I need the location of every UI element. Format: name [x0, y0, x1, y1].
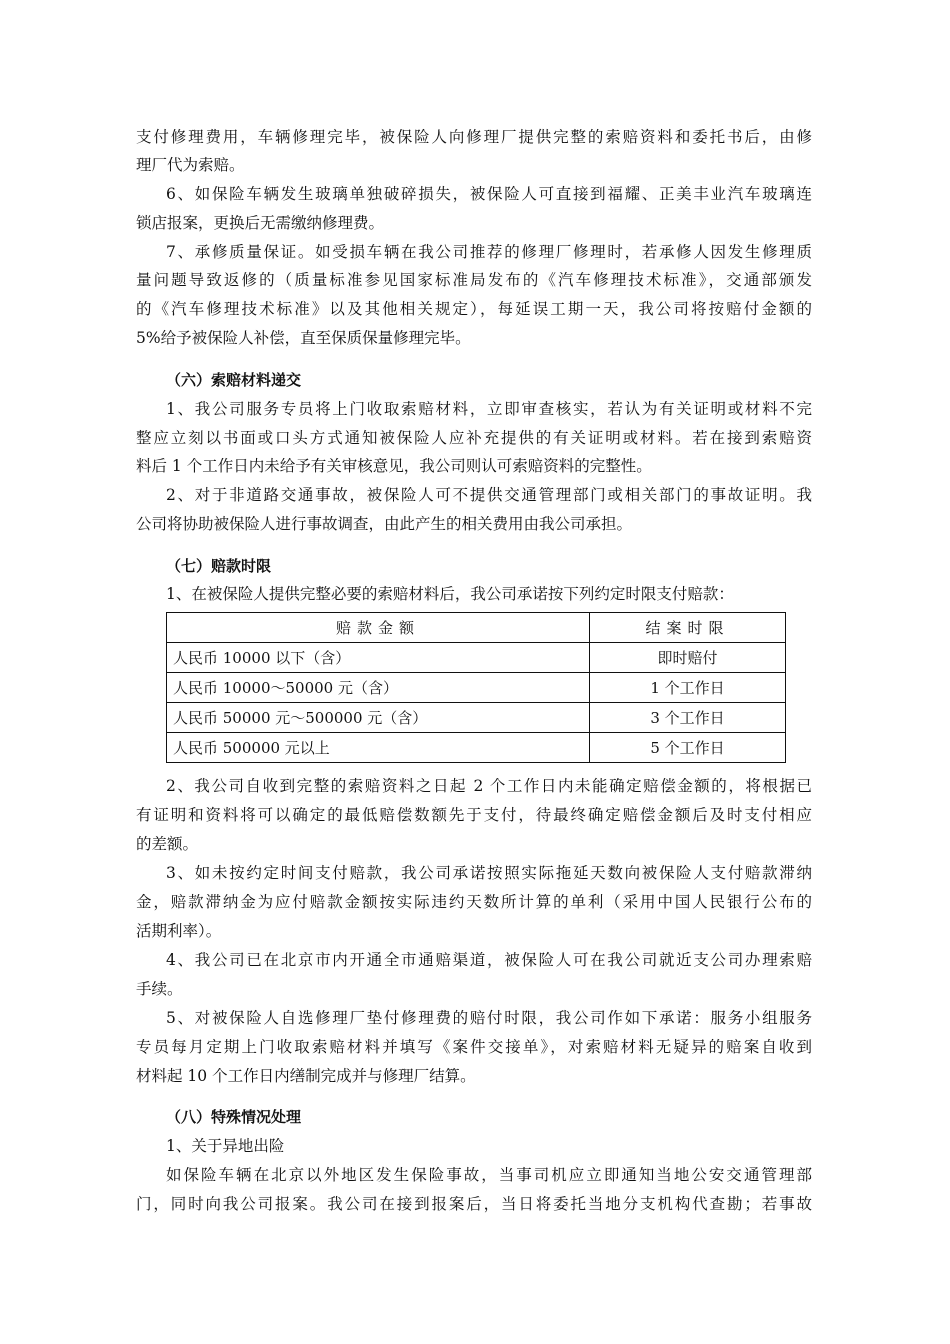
section-heading: （八）特殊情况处理 — [166, 1108, 302, 1126]
paragraph-line: 2、我公司自收到完整的索赔资料之日起 2 个工作日内未能确定赔偿金额的，将根据已 — [166, 777, 812, 795]
paragraph-line: 6、如保险车辆发生玻璃单独破碎损失，被保险人可直接到福耀、正美丰业汽车玻璃连 — [166, 185, 812, 203]
table-cell: 3 个工作日 — [590, 703, 786, 733]
table-header-row — [167, 613, 786, 643]
paragraph-line: 1、在被保险人提供完整必要的索赔材料后，我公司承诺按下列约定时限支付赔款： — [166, 585, 734, 603]
paragraph-line: 的差额。 — [136, 835, 199, 853]
table-cell: 即时赔付 — [590, 643, 786, 673]
table-header-cell: 赔款金额 — [167, 613, 590, 643]
paragraph-line: 1、关于异地出险 — [166, 1137, 285, 1155]
section-heading: （六）索赔材料递交 — [166, 371, 302, 389]
paragraph-line: 7、承修质量保证。如受损车辆在我公司推荐的修理厂修理时，若承修人因发生修理质 — [166, 243, 812, 261]
table-cell: 人民币 500000 元以上 — [167, 733, 590, 763]
paragraph-line: 量问题导致返修的（质量标准参见国家标准局发布的《汽车修理技术标准》，交通部颁发 — [136, 271, 812, 289]
table-cell: 人民币 10000 以下（含） — [167, 643, 590, 673]
table-header-cell: 结案时限 — [590, 613, 786, 643]
paragraph-line: 的《汽车修理技术标准》以及其他相关规定），每延误工期一天，我公司将按赔付金额的 — [136, 300, 812, 318]
paragraph-line: 锁店报案，更换后无需缴纳修理费。 — [136, 214, 385, 232]
paragraph-line: 如保险车辆在北京以外地区发生保险事故，当事司机应立即通知当地公安交通管理部 — [166, 1166, 812, 1184]
paragraph-line: 活期利率）。 — [136, 922, 222, 940]
table-cell: 人民币 10000～50000 元（含） — [167, 673, 590, 703]
paragraph-line: 手续。 — [136, 980, 183, 998]
paragraph-line: 料后 1 个工作日内未给予有关审核意见，我公司则认可索赔资料的完整性。 — [136, 457, 652, 475]
paragraph-line: 3、如未按约定时间支付赔款，我公司承诺按照实际拖延天数向被保险人支付赔款滞纳 — [166, 864, 812, 882]
section-heading: （七）赔款时限 — [166, 557, 272, 575]
table-row — [167, 643, 786, 673]
paragraph-line: 整应立刻以书面或口头方式通知被保险人应补充提供的有关证明或材料。若在接到索赔资 — [136, 429, 812, 447]
paragraph-line: 有证明和资料将可以确定的最低赔偿数额先于支付，待最终确定赔偿金额后及时支付相应 — [136, 806, 812, 824]
paragraph-line: 2、对于非道路交通事故，被保险人可不提供交通管理部门或相关部门的事故证明。我 — [166, 486, 812, 504]
paragraph-line: 门，同时向我公司报案。我公司在接到报案后，当日将委托当地分支机构代查勘；若事故 — [136, 1195, 812, 1213]
paragraph-line: 5、对被保险人自选修理厂垫付修理费的赔付时限，我公司作如下承诺：服务小组服务 — [166, 1009, 812, 1027]
table-row — [167, 733, 786, 763]
table-cell: 5 个工作日 — [590, 733, 786, 763]
paragraph-line: 理厂代为索赔。 — [136, 156, 245, 174]
paragraph-line: 5%给予被保险人补偿，直至保质保量修理完毕。 — [136, 329, 471, 347]
paragraph-line: 4、我公司已在北京市内开通全市通赔渠道，被保险人可在我公司就近支公司办理索赔 — [166, 951, 812, 969]
table-cell: 人民币 50000 元～500000 元（含） — [167, 703, 590, 733]
paragraph-line: 1、我公司服务专员将上门收取索赔材料，立即审查核实，若认为有关证明或材料不完 — [166, 400, 812, 418]
paragraph-line: 专员每月定期上门收取索赔材料并填写《案件交接单》，对索赔材料无疑异的赔案自收到 — [136, 1038, 812, 1056]
paragraph-line: 公司将协助被保险人进行事故调查，由此产生的相关费用由我公司承担。 — [136, 515, 633, 533]
paragraph-line: 支付修理费用，车辆修理完毕，被保险人向修理厂提供完整的索赔资料和委托书后，由修 — [136, 128, 812, 146]
paragraph-line: 金，赔款滞纳金为应付赔款金额按实际违约天数所计算的单利（采用中国人民银行公布的 — [136, 893, 812, 911]
table-row — [167, 673, 786, 703]
paragraph-line: 材料起 10 个工作日内缮制完成并与修理厂结算。 — [136, 1067, 476, 1085]
table-cell: 1 个工作日 — [590, 673, 786, 703]
table-row — [167, 703, 786, 733]
payment-time-limit-table — [166, 612, 786, 763]
